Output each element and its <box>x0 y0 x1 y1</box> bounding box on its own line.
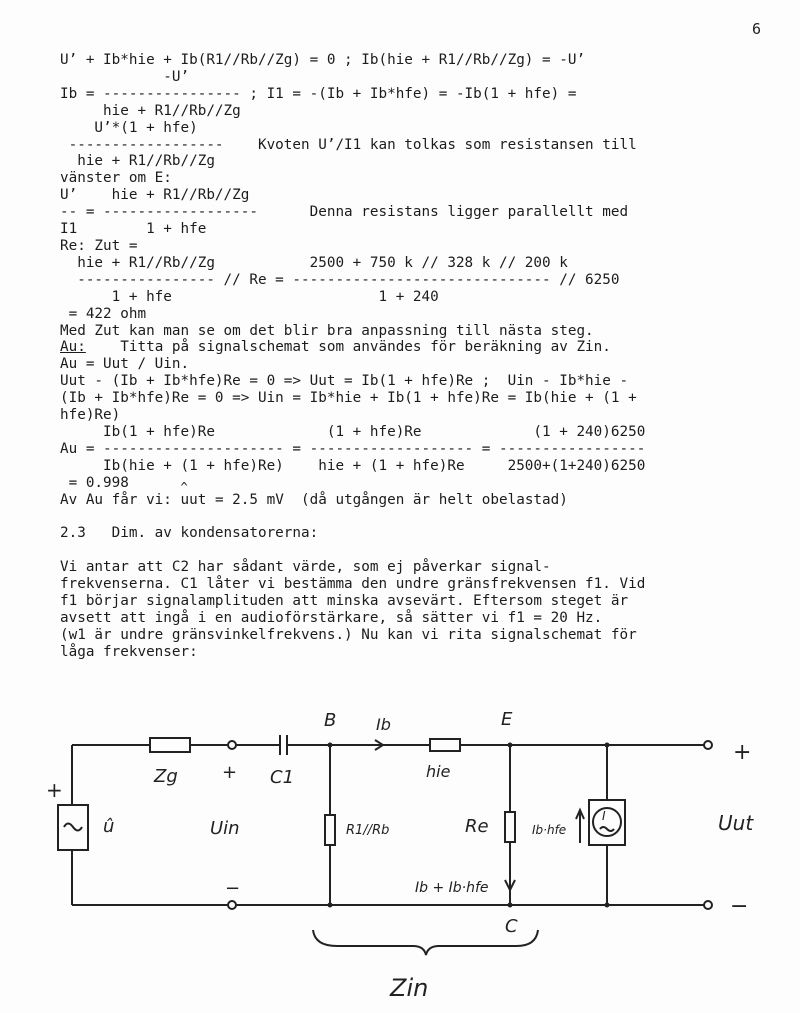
text-line: Uut - (Ib + Ib*hfe)Re = 0 => Uut = Ib(1 + hfe)Re ; Uin - Ib*hie - <box>60 373 629 390</box>
node-c-label: C <box>505 916 518 937</box>
ac-wave-icon <box>64 824 82 831</box>
text-line: ---------------- // Re = ------------------------------ // 6250 <box>60 271 620 288</box>
hie-label: hie <box>426 762 451 781</box>
text-line: vänster om E: <box>60 170 172 187</box>
r1rb-label: R1//Rb <box>346 823 390 838</box>
page-number: 6 <box>752 20 762 38</box>
text-line: (Ib + Ib*hfe)Re = 0 => Uin = Ib*hie + Ib(1 + hfe)Re = Ib(hie + (1 + <box>60 390 637 407</box>
ib-label: Ib <box>376 715 391 734</box>
text-line: Ib(1 + hfe)Re (1 + hfe)Re (1 + 240)6250 <box>60 423 646 440</box>
text-line: = 0.998 <box>60 474 129 491</box>
source-u-label: û <box>103 816 115 837</box>
sum-current-label: Ib + Ib·hfe <box>415 880 489 896</box>
uut-plus-label: + <box>733 740 752 765</box>
node-e-label: E <box>501 709 513 730</box>
uut-minus-terminal <box>704 901 712 909</box>
node-b-label: B <box>324 710 337 731</box>
current-source-circle <box>593 808 621 836</box>
ib-hfe-label: Ib·hfe <box>532 823 567 837</box>
text-line: hfe)Re) <box>60 407 121 424</box>
text-line: Re: Zut = <box>60 237 138 254</box>
current-source <box>589 800 625 845</box>
text-line: Ib(hie + (1 + hfe)Re) hie + (1 + hfe)Re 2500+(1+240)6250 <box>60 457 646 474</box>
hie-resistor <box>430 739 460 751</box>
c1-label: C1 <box>270 767 295 788</box>
au-heading: Au: <box>60 339 86 356</box>
current-source-label: I <box>602 809 606 823</box>
junction-dot <box>328 903 333 908</box>
uin-label: Uin <box>210 818 240 839</box>
text-line: = 2.5 mV (då utgången är helt obelastad) <box>206 491 568 508</box>
uut-plus-terminal <box>704 741 712 749</box>
text-line: Au = Uut / Uin. <box>60 356 190 373</box>
text-line: Av Au får vi: <box>60 491 181 508</box>
text-line: Titta på signalschemat som användes för beräkning av Zin. <box>85 339 611 356</box>
junction-dot <box>605 903 610 908</box>
source-plus-label: + <box>46 778 63 802</box>
text-line: hie + R1//Rb//Zg <box>60 153 215 170</box>
re-label: Re <box>465 816 489 837</box>
text-line: Au = --------------------- = ------------------- = ----------------- <box>60 440 646 457</box>
derivation-text <box>60 52 645 661</box>
text-line: -U’ <box>60 68 190 85</box>
uut-hat-symbol: ^ uut <box>181 492 207 508</box>
text-line: I1 1 + hfe <box>60 221 207 238</box>
uin-plus-label: + <box>222 762 238 783</box>
zg-resistor <box>150 738 190 752</box>
text-line: ------------------ Kvoten U’/I1 kan tolkas som resistansen till <box>60 136 637 153</box>
text-line: 1 + hfe 1 + 240 <box>60 288 439 305</box>
junction-dot <box>508 743 513 748</box>
text-line: Ib = ---------------- ; I1 = -(Ib + Ib*hfe) = -Ib(1 + hfe) = <box>60 85 577 102</box>
text-line: låga frekvenser: <box>60 643 198 660</box>
text-line: U’ hie + R1//Rb//Zg <box>60 187 250 204</box>
junction-dot <box>605 743 610 748</box>
text-line: hie + R1//Rb//Zg 2500 + 750 k // 328 k // 200 k <box>60 254 568 271</box>
text-line: hie + R1//Rb//Zg <box>60 102 241 119</box>
uin-plus-terminal <box>228 741 236 749</box>
zin-label: Zin <box>390 974 429 1002</box>
text-line: U’ + Ib*hie + Ib(R1//Rb//Zg) = 0 ; Ib(hie + R1//Rb//Zg) = -U’ <box>60 52 586 68</box>
text-line: -- = ------------------ Denna resistans ligger parallellt med <box>60 204 629 221</box>
ac-wave-icon <box>600 827 614 831</box>
text-line: Vi antar att C2 har sådant värde, som ej påverkar signal- <box>60 559 551 576</box>
uin-minus-label: − <box>225 878 241 899</box>
text-line: U’*(1 + hfe) <box>60 119 198 136</box>
zg-label: Zg <box>154 766 178 787</box>
junction-dot <box>508 903 513 908</box>
circuit-diagram <box>0 700 800 1013</box>
text-line: Med Zut kan man se om det blir bra anpassning till nästa steg. <box>60 322 594 339</box>
r1rb-resistor <box>325 815 335 845</box>
section-heading: 2.3 Dim. av kondensatorerna: <box>60 525 319 542</box>
uin-minus-terminal <box>228 901 236 909</box>
uut-label: Uut <box>718 811 754 835</box>
text-line: f1 börjar signalamplituden att minska avsevärt. Eftersom steget är <box>60 593 629 609</box>
junction-dot <box>328 743 333 748</box>
text-line: frekvenserna. C1 låter vi bestämma den undre gränsfrekvensen f1. Vid <box>60 576 646 593</box>
uut-minus-label: − <box>730 894 749 919</box>
text-line: (w1 är undre gränsvinkelfrekvens.) Nu kan vi rita signalschemat för <box>60 626 637 643</box>
re-resistor <box>505 812 515 842</box>
text-line: avsett att ingå i en audioförstärkare, så sätter vi f1 = 20 Hz. <box>60 609 603 626</box>
text-line: = 422 ohm <box>60 305 147 322</box>
